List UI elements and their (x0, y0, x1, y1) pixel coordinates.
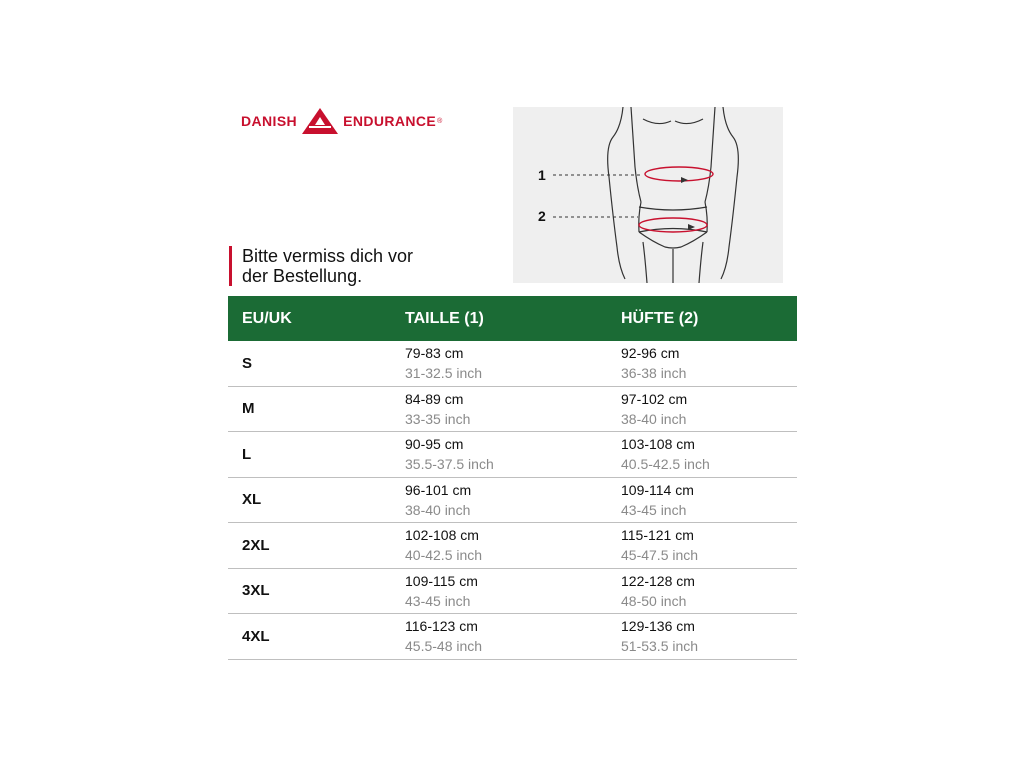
brand-word-right: ENDURANCE (343, 113, 437, 129)
marker-2: 2 (538, 208, 546, 224)
waist-inch: 35.5-37.5 inch (405, 456, 494, 473)
brand-logo (241, 107, 442, 135)
measure-instruction (229, 246, 413, 286)
hip-inch: 48-50 inch (621, 592, 687, 609)
hip-inch: 36-38 inch (621, 365, 687, 382)
table-row (228, 387, 797, 433)
waist-cm: 116-123 cm (405, 618, 478, 635)
waist-cm: 109-115 cm (405, 572, 478, 589)
brand-word-left: DANISH (241, 113, 298, 129)
hip-cm: 97-102 cm (621, 390, 688, 407)
hip-cm: 109-114 cm (621, 481, 694, 498)
table-row (228, 569, 797, 615)
hip-inch: 45-47.5 inch (621, 547, 699, 564)
waist-inch: 38-40 inch (405, 501, 471, 518)
hip-cm: 129-136 cm (621, 618, 695, 635)
table-row (228, 478, 797, 524)
table-row (228, 432, 797, 478)
table-header (228, 296, 797, 341)
size-cell: 2XL (242, 536, 270, 554)
hip-inch: 43-45 inch (621, 501, 687, 518)
waist-cm: 102-108 cm (405, 527, 479, 544)
torso-outline-icon (513, 107, 783, 283)
size-cell: 4XL (242, 627, 270, 645)
mountain-logo-icon (301, 107, 339, 135)
hip-cm: 122-128 cm (621, 572, 695, 589)
header-hip: HÜFTE (2) (621, 309, 699, 327)
waist-inch: 31-32.5 inch (405, 365, 483, 382)
marker-1: 1 (538, 167, 546, 183)
hip-inch: 40.5-42.5 inch (621, 456, 710, 473)
instruction-line-1: Bitte vermiss dich vor (242, 246, 414, 266)
registered-mark: ® (437, 117, 443, 125)
header-size: EU/UK (242, 309, 292, 327)
hip-cm: 103-108 cm (621, 436, 695, 453)
size-cell: S (242, 354, 253, 372)
waist-cm: 96-101 cm (405, 481, 472, 498)
waist-cm: 79-83 cm (405, 345, 464, 362)
hip-inch: 38-40 inch (621, 410, 687, 427)
size-cell: XL (242, 491, 262, 509)
size-cell: 3XL (242, 582, 270, 600)
waist-inch: 33-35 inch (405, 410, 471, 427)
table-row (228, 614, 797, 660)
waist-inch: 45.5-48 inch (405, 638, 483, 655)
waist-cm: 84-89 cm (405, 390, 464, 407)
waist-inch: 40-42.5 inch (405, 547, 483, 564)
waist-cm: 90-95 cm (405, 436, 464, 453)
size-cell: L (242, 445, 252, 463)
size-cell: M (242, 400, 255, 418)
waist-inch: 43-45 inch (405, 592, 471, 609)
hip-inch: 51-53.5 inch (621, 638, 699, 655)
hip-cm: 115-121 cm (621, 527, 694, 544)
hip-cm: 92-96 cm (621, 345, 680, 362)
size-table (228, 296, 797, 660)
body-measurement-illustration (513, 107, 783, 283)
header-waist: TAILLE (1) (405, 309, 484, 327)
instruction-line-2: der Bestellung. (242, 266, 363, 286)
table-row (228, 341, 797, 387)
table-row (228, 523, 797, 569)
